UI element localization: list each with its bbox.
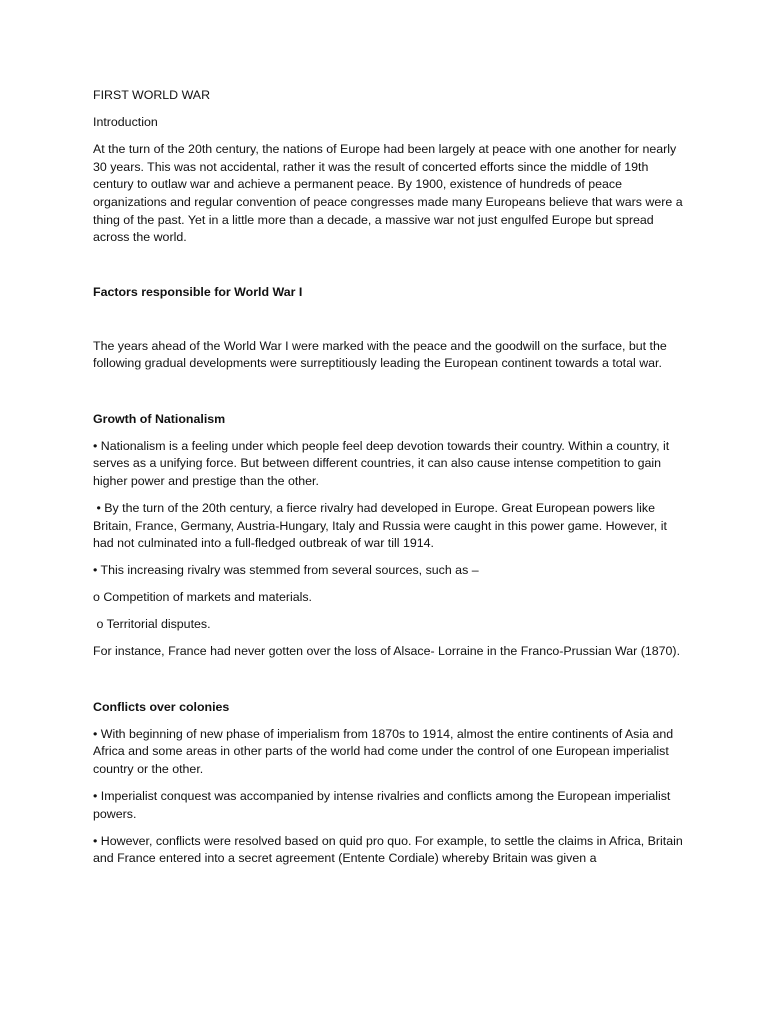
colonies-bullet-3: • However, conflicts were resolved based on quid pro quo. For example, to settle the claims in Africa, Britain and France entered into a secret agreement (Entente Cordiale) whereby Britain was given a [93, 833, 683, 866]
nationalism-example: For instance, France had never gotten over the loss of Alsace- Lorraine in the Franco-Prussian War (1870). [93, 644, 681, 659]
nationalism-bullet-2: • By the turn of the 20th century, a fierce rivalry had developed in Europe. Great European powers like Britain, France, Germany, Austria-Hungary, Italy and Russia were caught in this power game. However, it had not culminated into a full-fledged outbreak of war till 1914. [93, 500, 671, 551]
nationalism-heading: Growth of Nationalism [93, 411, 226, 426]
document-title: FIRST WORLD WAR [93, 88, 211, 102]
document-page [93, 87, 683, 868]
nationalism-sub-item-2: o Territorial disputes. [93, 617, 211, 632]
nationalism-bullet-1: • Nationalism is a feeling under which people feel deep devotion towards their country. Within a country, it serves as a unifying force. But between different countries, it can also cause intense competition to gain higher power and prestige than the other. [93, 438, 670, 488]
factors-heading: Factors responsible for World War I [93, 284, 303, 299]
intro-heading: Introduction [93, 115, 158, 130]
colonies-heading: Conflicts over colonies [93, 699, 230, 714]
intro-paragraph: At the turn of the 20th century, the nations of Europe had been largely at peace with one another for nearly 30 years. This was not accidental, rather it was the result of concerted efforts since the middle of 19th century to outlaw war and achieve a permanent peace. By 1900, existence of hundreds of peace organizations and regular convention of peace congresses made many Europeans believe that wars were a thing of the past. Yet in a little more than a decade, a massive war not just engulfed Europe but spread across the world. [93, 142, 683, 245]
factors-paragraph: The years ahead of the World War I were marked with the peace and the goodwill on the surface, but the following gradual developments were surreptitiously leading the European continent towards a total war. [93, 338, 667, 371]
colonies-bullet-1: • With beginning of new phase of imperialism from 1870s to 1914, almost the entire continents of Asia and Africa and some areas in other parts of the world had come under the control of one European imperialist country or the other. [93, 726, 674, 776]
nationalism-bullet-3: • This increasing rivalry was stemmed from several sources, such as – [93, 563, 479, 578]
colonies-bullet-2: • Imperialist conquest was accompanied by intense rivalries and conflicts among the European imperialist powers. [93, 788, 671, 821]
nationalism-sub-item-1: o Competition of markets and materials. [93, 590, 312, 605]
